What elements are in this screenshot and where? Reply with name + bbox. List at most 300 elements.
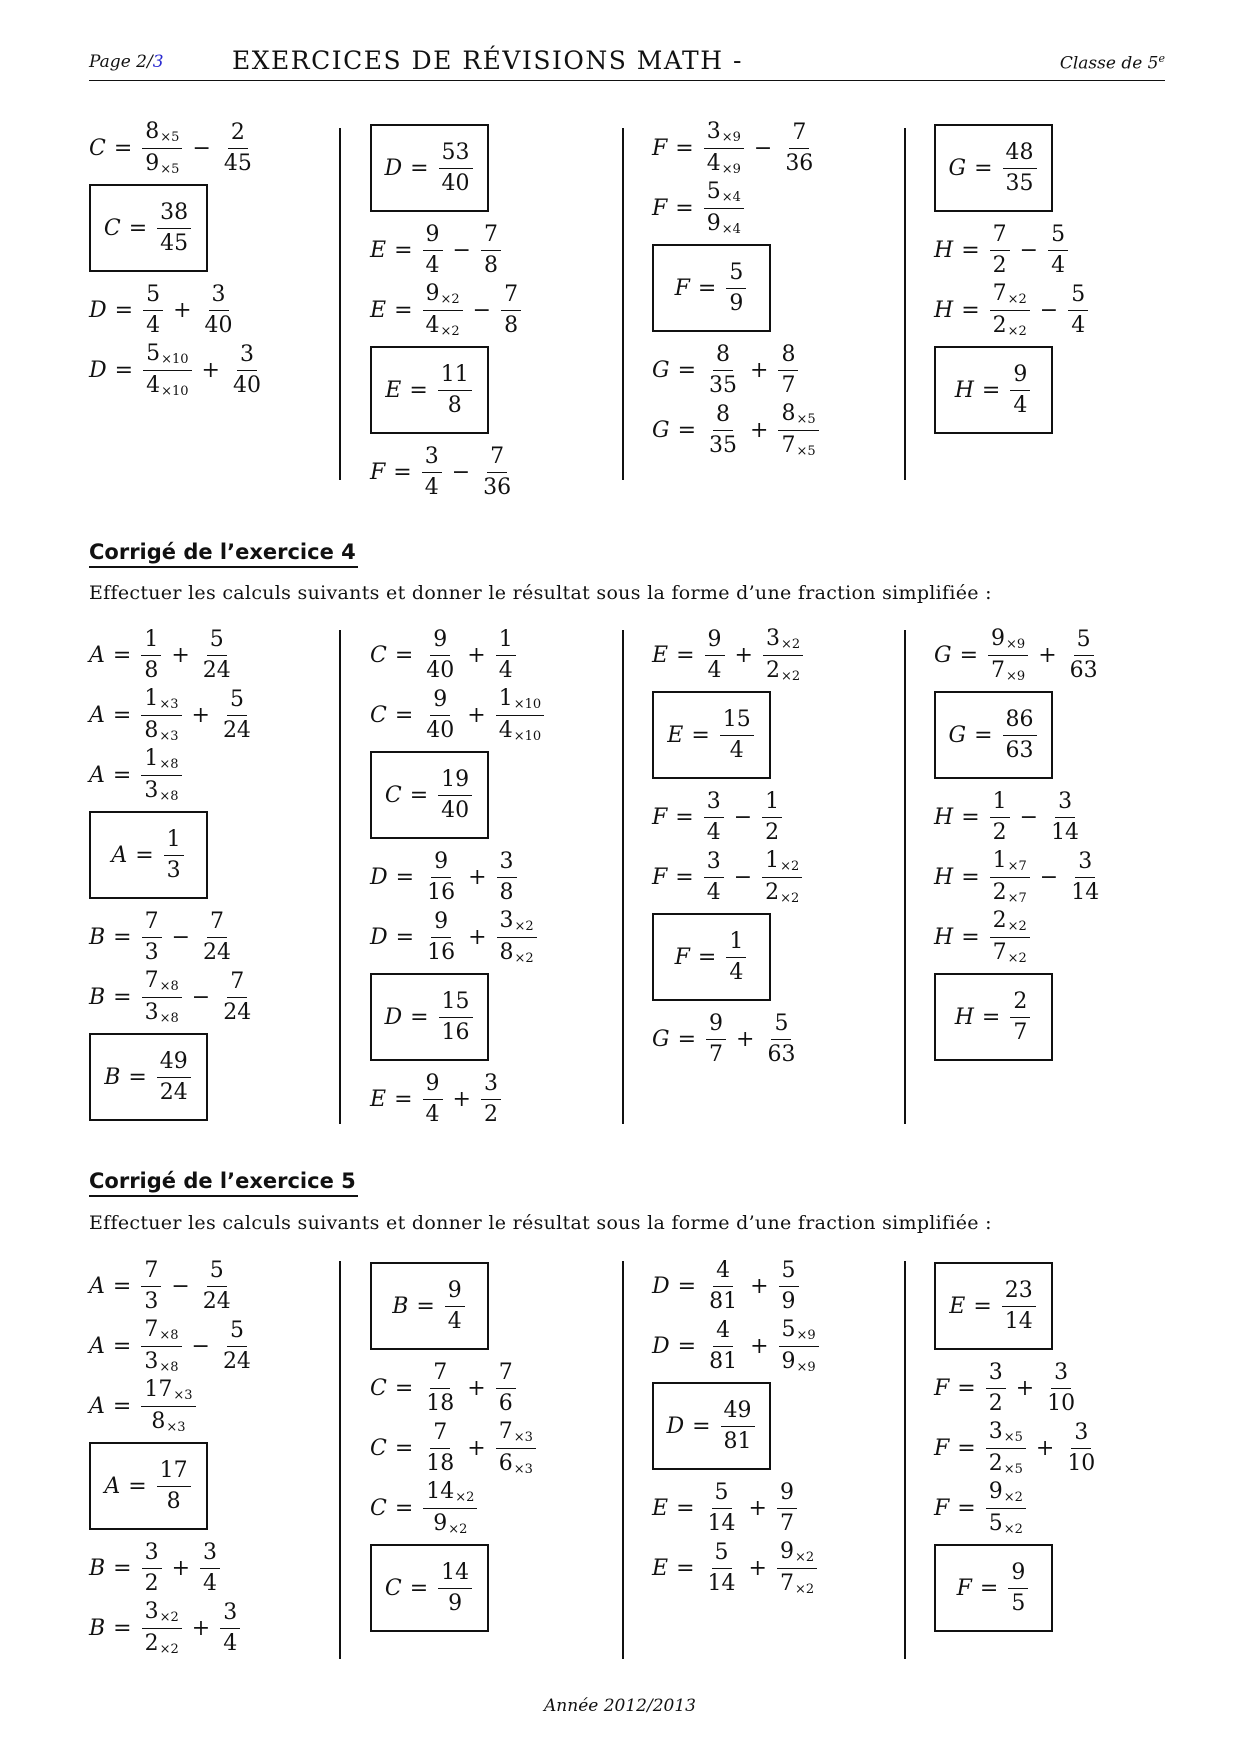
equation-line [370,625,640,685]
fraction [480,443,514,500]
denominator [990,251,1010,277]
denominator-multiplier: ×4 [721,221,741,237]
operator-sign: − [753,135,773,161]
result-equation [384,988,474,1045]
fraction [143,281,163,338]
numerator [496,685,544,716]
denominator [481,251,501,277]
denominator-value: 5 [988,1510,1003,1536]
variable-name: G [948,722,967,748]
numerator-multiplier: ×3 [513,1429,533,1445]
equals-sign: = [981,377,1001,403]
fraction [777,1479,797,1536]
equals-sign: = [981,1004,1001,1030]
numerator [423,280,463,311]
numerator [990,221,1010,251]
numerator [1074,626,1094,656]
equation-line [934,1358,1204,1418]
equals-sign: = [395,864,415,890]
denominator-value: 24 [202,1288,231,1314]
column-4 [934,118,1204,442]
numerator-value: 3 [499,848,514,874]
numerator-value: 1 [498,685,513,711]
numerator [762,847,802,878]
numerator-value: 49 [159,1048,188,1074]
denominator [986,1449,1026,1476]
fraction [706,341,740,398]
equals-sign: = [410,1004,429,1030]
fraction [1003,706,1037,763]
denominator-value: 2 [992,819,1007,845]
denominator-value: 7 [779,1570,794,1596]
denominator-value: 3 [144,939,159,965]
fraction [990,847,1030,906]
numerator-value: 3 [1054,1359,1069,1385]
variable-name: B [392,1293,409,1319]
numerator [142,967,182,998]
fraction [157,199,191,256]
operator-sign: − [1019,804,1039,830]
variable-name: A [89,1273,105,1299]
fraction [779,1257,799,1314]
denominator-value: 7 [781,372,796,398]
fraction [763,625,803,684]
denominator-value: 40 [441,797,470,823]
equation-line [370,280,640,340]
fraction [764,1010,798,1067]
equals-sign: = [394,1086,413,1112]
denominator-value: 2 [992,252,1007,278]
numerator-value: 8 [145,118,160,144]
equation-line [652,340,922,400]
equation-line [89,625,359,685]
fraction [704,788,724,845]
fraction [1003,139,1037,196]
fraction [779,1316,819,1375]
equals-sign: = [112,1393,132,1419]
denominator [1003,736,1037,762]
numerator [207,908,227,938]
denominator-value: 4 [1013,392,1028,418]
numerator-value: 3 [239,341,254,367]
denominator [705,1569,739,1595]
operator-sign: − [451,459,471,485]
fraction [704,178,744,237]
equation-line [370,685,640,745]
variable-name: G [652,1026,670,1052]
denominator-value: 2 [988,1390,1003,1416]
denominator-value: 2 [144,1570,159,1596]
variable-name: D [652,1333,670,1359]
boxed-result [370,751,489,839]
denominator-value: 40 [441,170,470,196]
equation-line [89,685,359,745]
numerator [487,443,507,473]
fraction [200,908,234,965]
numerator [141,1376,195,1407]
exercise-4-title: Corrigé de l’exercice 4 [89,538,358,568]
numerator [712,1479,732,1509]
denominator-multiplier: ×2 [440,323,460,339]
denominator [704,209,744,236]
equals-sign: = [394,1435,414,1461]
denominator [422,473,442,499]
numerator [141,745,181,776]
denominator [496,1449,536,1476]
numerator [501,281,521,311]
numerator [990,847,1030,878]
denominator [726,958,746,984]
fraction [1048,788,1082,845]
numerator-value: 23 [1004,1277,1033,1303]
numerator [1051,1359,1071,1389]
denominator [438,796,472,822]
numerator-value: 7 [144,1316,159,1342]
denominator-value: 8 [144,717,159,743]
equation-line [370,1478,640,1538]
denominator-value: 4 [498,657,513,683]
equation-line [370,907,640,967]
numerator-value: 3 [483,1070,498,1096]
numerator [762,788,782,818]
denominator-value: 4 [424,474,439,500]
variable-name: G [652,357,670,383]
numerator [706,1010,726,1040]
denominator [1064,1449,1098,1475]
denominator-value: 7 [991,657,1006,683]
fraction [202,281,236,338]
denominator-value: 81 [709,1288,738,1314]
fraction [438,1559,472,1616]
denominator-value: 81 [723,1428,752,1454]
column-2 [370,1256,640,1640]
numerator-value: 17 [159,1457,188,1483]
denominator [424,938,458,964]
equals-sign: = [128,215,148,241]
operator-sign: + [1015,1375,1035,1401]
variable-name: C [89,135,106,161]
page-total-link[interactable]: 3 [152,52,164,72]
variable-name: E [652,1555,669,1581]
denominator-value: 14 [1051,819,1080,845]
denominator-value: 3 [166,857,181,883]
denominator-value: 9 [729,290,744,316]
denominator [423,251,443,277]
numerator-value: 9 [425,280,440,306]
equals-sign: = [961,297,980,323]
denominator-value: 4 [729,959,744,985]
denominator-value: 36 [483,474,512,500]
operator-sign: + [171,1555,191,1581]
denominator-value: 6 [498,1390,513,1416]
equation-line [370,1358,640,1418]
equals-sign: = [957,1495,976,1521]
variable-name: E [370,297,387,323]
denominator [220,1629,240,1655]
numerator [1003,139,1037,169]
fraction [220,1599,240,1656]
numerator-value: 1 [166,826,181,852]
variable-name: F [956,1575,972,1601]
operator-sign: + [750,1333,769,1359]
equation-line [934,280,1204,340]
numerator-value: 14 [441,1559,470,1585]
numerator-value: 9 [709,1010,724,1036]
fraction [141,1316,181,1375]
denominator [705,656,725,682]
denominator [763,656,803,683]
result-equation [392,1277,467,1334]
variable-name: D [666,1413,685,1439]
variable-name: E [949,1293,966,1319]
variable-name: C [103,215,121,241]
boxed-result [370,973,489,1061]
numerator-multiplier: ×2 [1007,291,1027,307]
numerator-value: 15 [441,988,470,1014]
numerator [1010,361,1030,391]
variable-name: E [667,722,684,748]
equation-line [934,1418,1204,1478]
numerator-value: 3 [706,848,721,874]
boxed-result [652,244,771,332]
fraction [424,908,458,965]
variable-name: A [89,1333,105,1359]
column-divider [904,630,906,1124]
variable-name: F [652,135,668,161]
fraction [1048,221,1068,278]
numerator [237,341,257,371]
numerator-value: 5 [209,1257,224,1283]
denominator-value: 45 [160,230,189,256]
equals-sign: = [113,1555,132,1581]
denominator-value: 3 [144,1288,159,1314]
numerator-value: 8 [716,401,731,427]
fraction [445,1277,465,1334]
numerator [141,1257,161,1287]
equation-line [652,400,922,460]
variable-name: E [370,1086,387,1112]
denominator [1048,251,1068,277]
numerator [990,788,1010,818]
denominator [221,149,255,175]
denominator-value: 35 [1005,170,1034,196]
numerator-value: 5 [146,340,161,366]
numerator [778,341,798,371]
variable-name: D [384,155,403,181]
variable-name: F [934,1375,950,1401]
variable-name: F [934,1435,950,1461]
denominator [990,878,1030,905]
denominator-value: 24 [222,717,251,743]
numerator [777,1479,797,1509]
numerator-value: 5 [714,1539,729,1565]
numerator-value: 2 [992,907,1007,933]
numerator-value: 1 [729,928,744,954]
denominator-value: 4 [706,879,721,905]
denominator-value: 16 [441,1019,470,1045]
operator-sign: + [468,924,487,950]
denominator-value: 4 [146,312,161,338]
numerator-value: 9 [434,848,449,874]
denominator [148,1407,188,1434]
fraction [726,928,746,985]
numerator-value: 9 [991,625,1006,651]
variable-name: C [384,782,402,808]
numerator-value: 7 [483,221,498,247]
variable-name: H [934,804,954,830]
denominator-value: 8 [151,1408,166,1434]
numerator [990,907,1030,938]
fraction [706,401,740,458]
equals-sign: = [416,1293,435,1319]
variable-name: H [954,377,974,403]
numerator [207,1257,227,1287]
denominator [986,1509,1026,1536]
operator-sign: + [171,642,190,668]
fraction [706,1317,740,1374]
numerator [227,686,247,716]
numerator [726,259,746,289]
operator-sign: + [734,642,753,668]
numerator-value: 1 [144,745,159,771]
numerator [423,1070,443,1100]
denominator-multiplier: ×9 [796,1359,816,1375]
fraction [720,706,754,763]
result-equation [111,826,185,883]
denominator-multiplier: ×2 [1003,1521,1023,1537]
numerator [721,1397,755,1427]
operator-sign: + [750,1273,769,1299]
numerator [141,626,161,656]
boxed-result [934,346,1053,434]
numerator-value: 5 [1076,626,1091,652]
variable-name: A [104,1473,121,1499]
numerator-value: 1 [765,788,780,814]
variable-name: D [89,357,107,383]
denominator [157,1078,191,1104]
fraction [142,1539,162,1596]
denominator [706,1287,740,1313]
denominator [990,818,1010,844]
boxed-result [934,1262,1053,1350]
result-equation [674,928,749,985]
numerator [141,685,181,716]
operator-sign: − [191,1333,210,1359]
fraction [990,788,1010,845]
fraction [423,1419,457,1476]
denominator-value: 4 [146,372,161,398]
numerator-value: 9 [433,626,448,652]
equals-sign: = [974,155,993,181]
numerator [430,1419,450,1449]
column-1 [89,1256,359,1658]
numerator-value: 3 [1074,1419,1089,1445]
numerator-value: 3 [144,1598,159,1624]
operator-sign: + [467,1375,486,1401]
denominator [445,1307,465,1333]
equals-sign: = [677,1026,697,1052]
denominator-value: 4 [1071,312,1086,338]
column-2 [370,625,640,1129]
denominator-value: 10 [1067,1450,1096,1476]
boxed-result [934,973,1053,1061]
variable-name: F [674,944,690,970]
numerator-multiplier: ×7 [1007,858,1027,874]
result-equation [104,1457,192,1514]
denominator [706,1040,726,1066]
class-label [1060,52,1165,74]
denominator [141,1347,181,1374]
operator-sign: − [733,864,753,890]
variable-name: B [89,1615,106,1641]
numerator-value: 3 [211,281,226,307]
fraction [777,1538,817,1597]
numerator-value: 1 [765,847,780,873]
result-equation [949,1277,1038,1334]
numerator [142,118,182,149]
equals-sign: = [394,297,413,323]
operator-sign: + [467,702,486,728]
denominator [423,1100,443,1126]
fraction [762,847,802,906]
column-1 [89,118,359,400]
exercise-4-body [89,625,1169,1130]
numerator [1002,1277,1036,1307]
denominator-value: 9 [781,1288,796,1314]
denominator-value: 7 [709,1041,724,1067]
numerator [713,1257,733,1287]
fraction [1067,626,1101,683]
denominator [164,856,184,882]
numerator-value: 3 [144,1539,159,1565]
fraction [221,119,255,176]
fraction [704,118,744,177]
column-4 [934,1256,1204,1640]
denominator-multiplier: ×9 [1006,668,1026,684]
boxed-result [652,913,771,1001]
numerator-value: 15 [722,706,751,732]
page-number [89,52,164,72]
variable-name: G [652,417,670,443]
denominator-multiplier: ×3 [159,728,179,744]
boxed-result [89,184,208,272]
column-divider [904,128,906,480]
equals-sign: = [128,1064,147,1090]
equals-sign: = [957,1435,976,1461]
variable-name: G [948,155,967,181]
equals-sign: = [393,459,412,485]
denominator [1068,878,1102,904]
fraction [142,118,182,177]
column-3 [652,625,922,1069]
page-prefix: Page 2/ [89,52,153,72]
variable-name: C [370,1375,387,1401]
variable-name: D [370,864,388,890]
equals-sign: = [676,1555,695,1581]
denominator-value: 14 [707,1570,736,1596]
equals-sign: = [961,864,980,890]
denominator-multiplier: ×7 [1007,890,1027,906]
equals-sign: = [959,642,979,668]
numerator-multiplier: ×8 [159,756,179,772]
denominator [721,1427,755,1453]
denominator-value: 81 [709,1348,738,1374]
numerator-value: 1 [498,626,513,652]
denominator [779,1287,799,1313]
denominator-value: 14 [707,1510,736,1536]
denominator-multiplier: ×3 [513,1461,533,1477]
numerator [142,1539,162,1569]
